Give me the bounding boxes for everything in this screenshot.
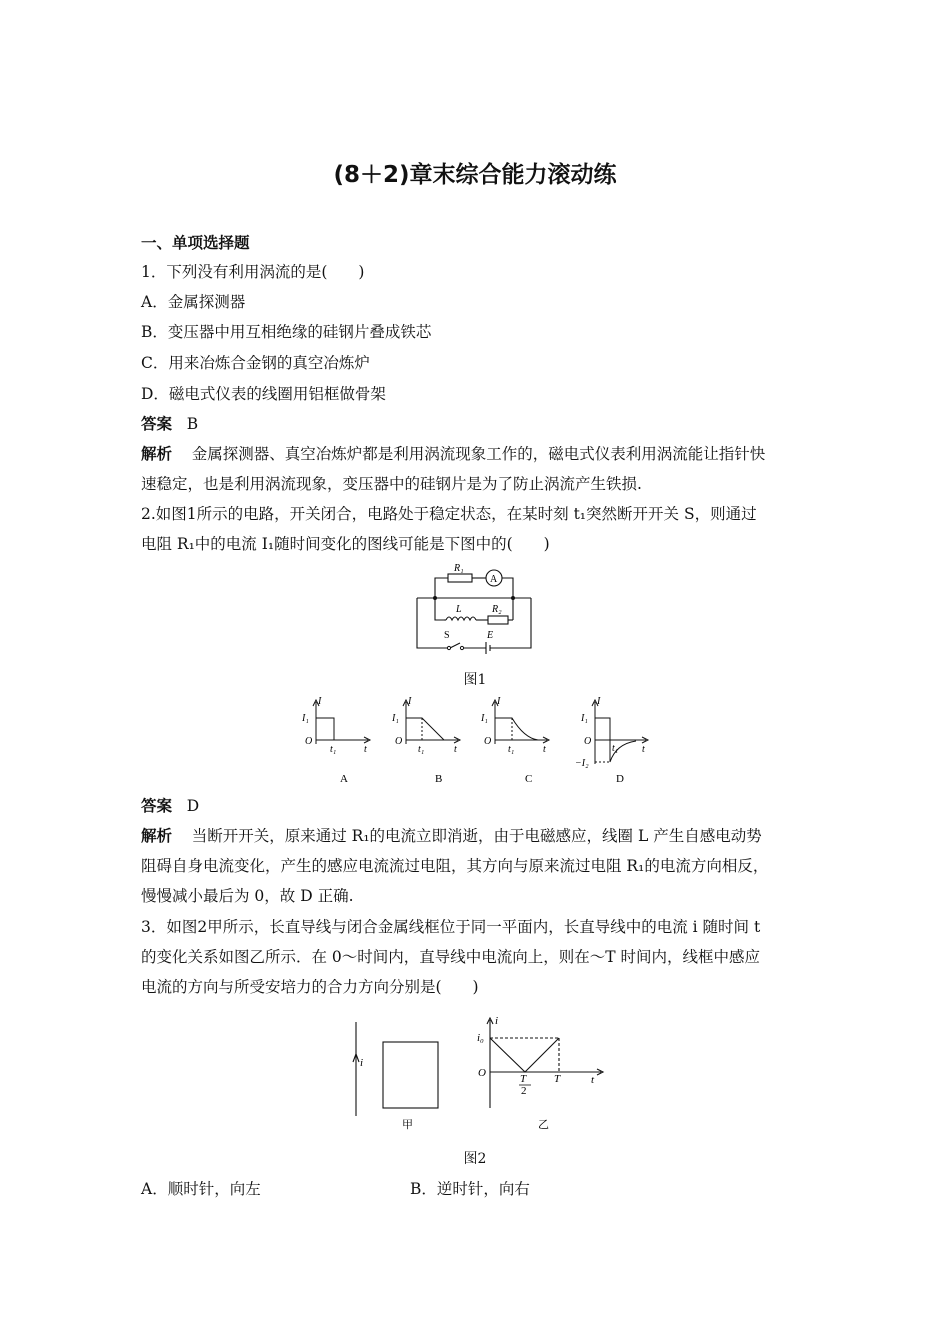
q2-stem-line-1: 2.如图1所示的电路，开关闭合，电路处于稳定状态，在某时刻 t₁突然断开开关 S，则通过	[141, 505, 757, 523]
option-graphs	[298, 694, 658, 786]
yi-label: 乙	[538, 1119, 549, 1131]
section-heading: 一、单项选择题	[141, 234, 250, 252]
q1-analysis-line-2: 速稳定，也是利用涡流现象，变压器中的硅钢片是为了防止涡流产生铁损.	[141, 475, 642, 493]
graph-d-t: t	[642, 744, 645, 755]
q1-answer	[141, 414, 198, 434]
graph-c-i: I	[497, 696, 501, 707]
ammeter-label: A	[490, 574, 498, 585]
graph-c-o: O	[484, 736, 492, 747]
q1-option-a: A．金属探测器	[141, 293, 246, 311]
q2-stem-line-2: 电阻 R₁中的电流 I₁随时间变化的图线可能是下图中的( )	[141, 535, 550, 553]
graph-d-i: I	[597, 696, 601, 707]
t-mark-label: T	[554, 1073, 561, 1085]
emf-label: E	[487, 630, 494, 641]
analysis-text: 当断开开关，原来通过 R₁的电流立即消逝，由于电磁感应，线圈 L 产生自感电动势	[191, 827, 762, 845]
answer-value: B	[186, 415, 199, 433]
figure-1-caption: 图1	[463, 672, 487, 688]
half-t-numerator: T	[520, 1073, 527, 1085]
option-label-c: C	[525, 773, 533, 785]
q2-analysis-line-2: 阻碍自身电流变化，产生的感应电流流过电阻，其方向与原来流过电阻 R₁的电流方向相反，	[141, 857, 769, 875]
option-label-a: A	[340, 773, 348, 785]
graph-c-t: t	[543, 744, 546, 755]
q2-answer	[141, 796, 199, 816]
analysis-label: 解析	[141, 445, 173, 463]
q3-stem-line-2: 的变化关系如图乙所示．在 0～时间内，直导线中电流向上，则在～T 时间内，线框中感应	[141, 948, 761, 966]
graph-c-i1: I₁	[481, 713, 488, 724]
t-axis-label: t	[591, 1074, 595, 1086]
answer-label: 答案	[141, 415, 173, 433]
q1-option-b: B．变压器中用互相绝缘的硅钢片叠成铁芯	[141, 323, 432, 341]
graph-a-o: O	[305, 736, 313, 747]
origin-label: O	[478, 1067, 486, 1079]
i0-label: i₀	[477, 1032, 484, 1044]
q1-stem: 1．下列没有利用涡流的是( )	[141, 263, 365, 281]
answer-value: D	[186, 797, 200, 815]
r2-label: R₂	[492, 604, 502, 615]
graph-b-i1: I₁	[392, 713, 399, 724]
graph-a-t1: t₁	[330, 744, 337, 755]
figure-2-caption: 图2	[463, 1151, 487, 1167]
analysis-label: 解析	[141, 827, 173, 845]
graph-d-i1: I₁	[581, 713, 588, 724]
graph-a-i1: I₁	[302, 713, 309, 724]
graph-d-t1: t₁	[612, 743, 619, 754]
option-label-d: D	[616, 773, 624, 785]
graph-d-neg-i2: −I₂	[575, 758, 589, 769]
graph-c-t1: t₁	[508, 744, 515, 755]
graph-a-t: t	[364, 744, 367, 755]
analysis-text: 金属探测器、真空冶炼炉都是利用涡流现象工作的，磁电式仪表利用涡流能让指针快	[191, 445, 766, 463]
switch-label: S	[444, 630, 450, 641]
q3-option-a: A．顺时针，向左	[141, 1180, 261, 1198]
r1-label: R₁	[454, 563, 464, 574]
graph-d-o: O	[584, 736, 592, 747]
graph-b-o: O	[395, 736, 403, 747]
circuit-diagram	[410, 560, 540, 654]
graph-a-i: I	[318, 696, 322, 707]
q3-option-b: B．逆时针，向右	[410, 1180, 530, 1198]
half-t-denominator: 2	[521, 1085, 527, 1097]
axis-i-label: i	[495, 1015, 499, 1027]
inductor-label: L	[456, 604, 462, 615]
page-title: (8＋2)章末综合能力滚动练	[333, 162, 617, 188]
graph-b-i: I	[408, 696, 412, 707]
q2-analysis-line-1	[141, 826, 762, 846]
answer-label: 答案	[141, 797, 173, 815]
q2-analysis-line-3: 慢慢减小最后为 0，故 D 正确.	[141, 887, 354, 905]
q1-option-d: D．磁电式仪表的线圈用铝框做骨架	[141, 385, 386, 403]
q1-analysis-line-1	[141, 444, 765, 464]
q3-stem-line-1: 3．如图2甲所示，长直导线与闭合金属线框位于同一平面内，长直导线中的电流 i 随时间 t	[141, 918, 761, 936]
q3-stem-line-3: 电流的方向与所受安培力的合力方向分别是( )	[141, 978, 479, 996]
figure-2	[345, 1010, 615, 1136]
graph-b-t1: t₁	[418, 744, 425, 755]
jia-label: 甲	[402, 1119, 413, 1131]
option-label-b: B	[435, 773, 443, 785]
wire-current-label: i	[360, 1057, 364, 1069]
graph-b-t: t	[454, 744, 457, 755]
q1-option-c: C．用来冶炼合金钢的真空冶炼炉	[141, 354, 370, 372]
